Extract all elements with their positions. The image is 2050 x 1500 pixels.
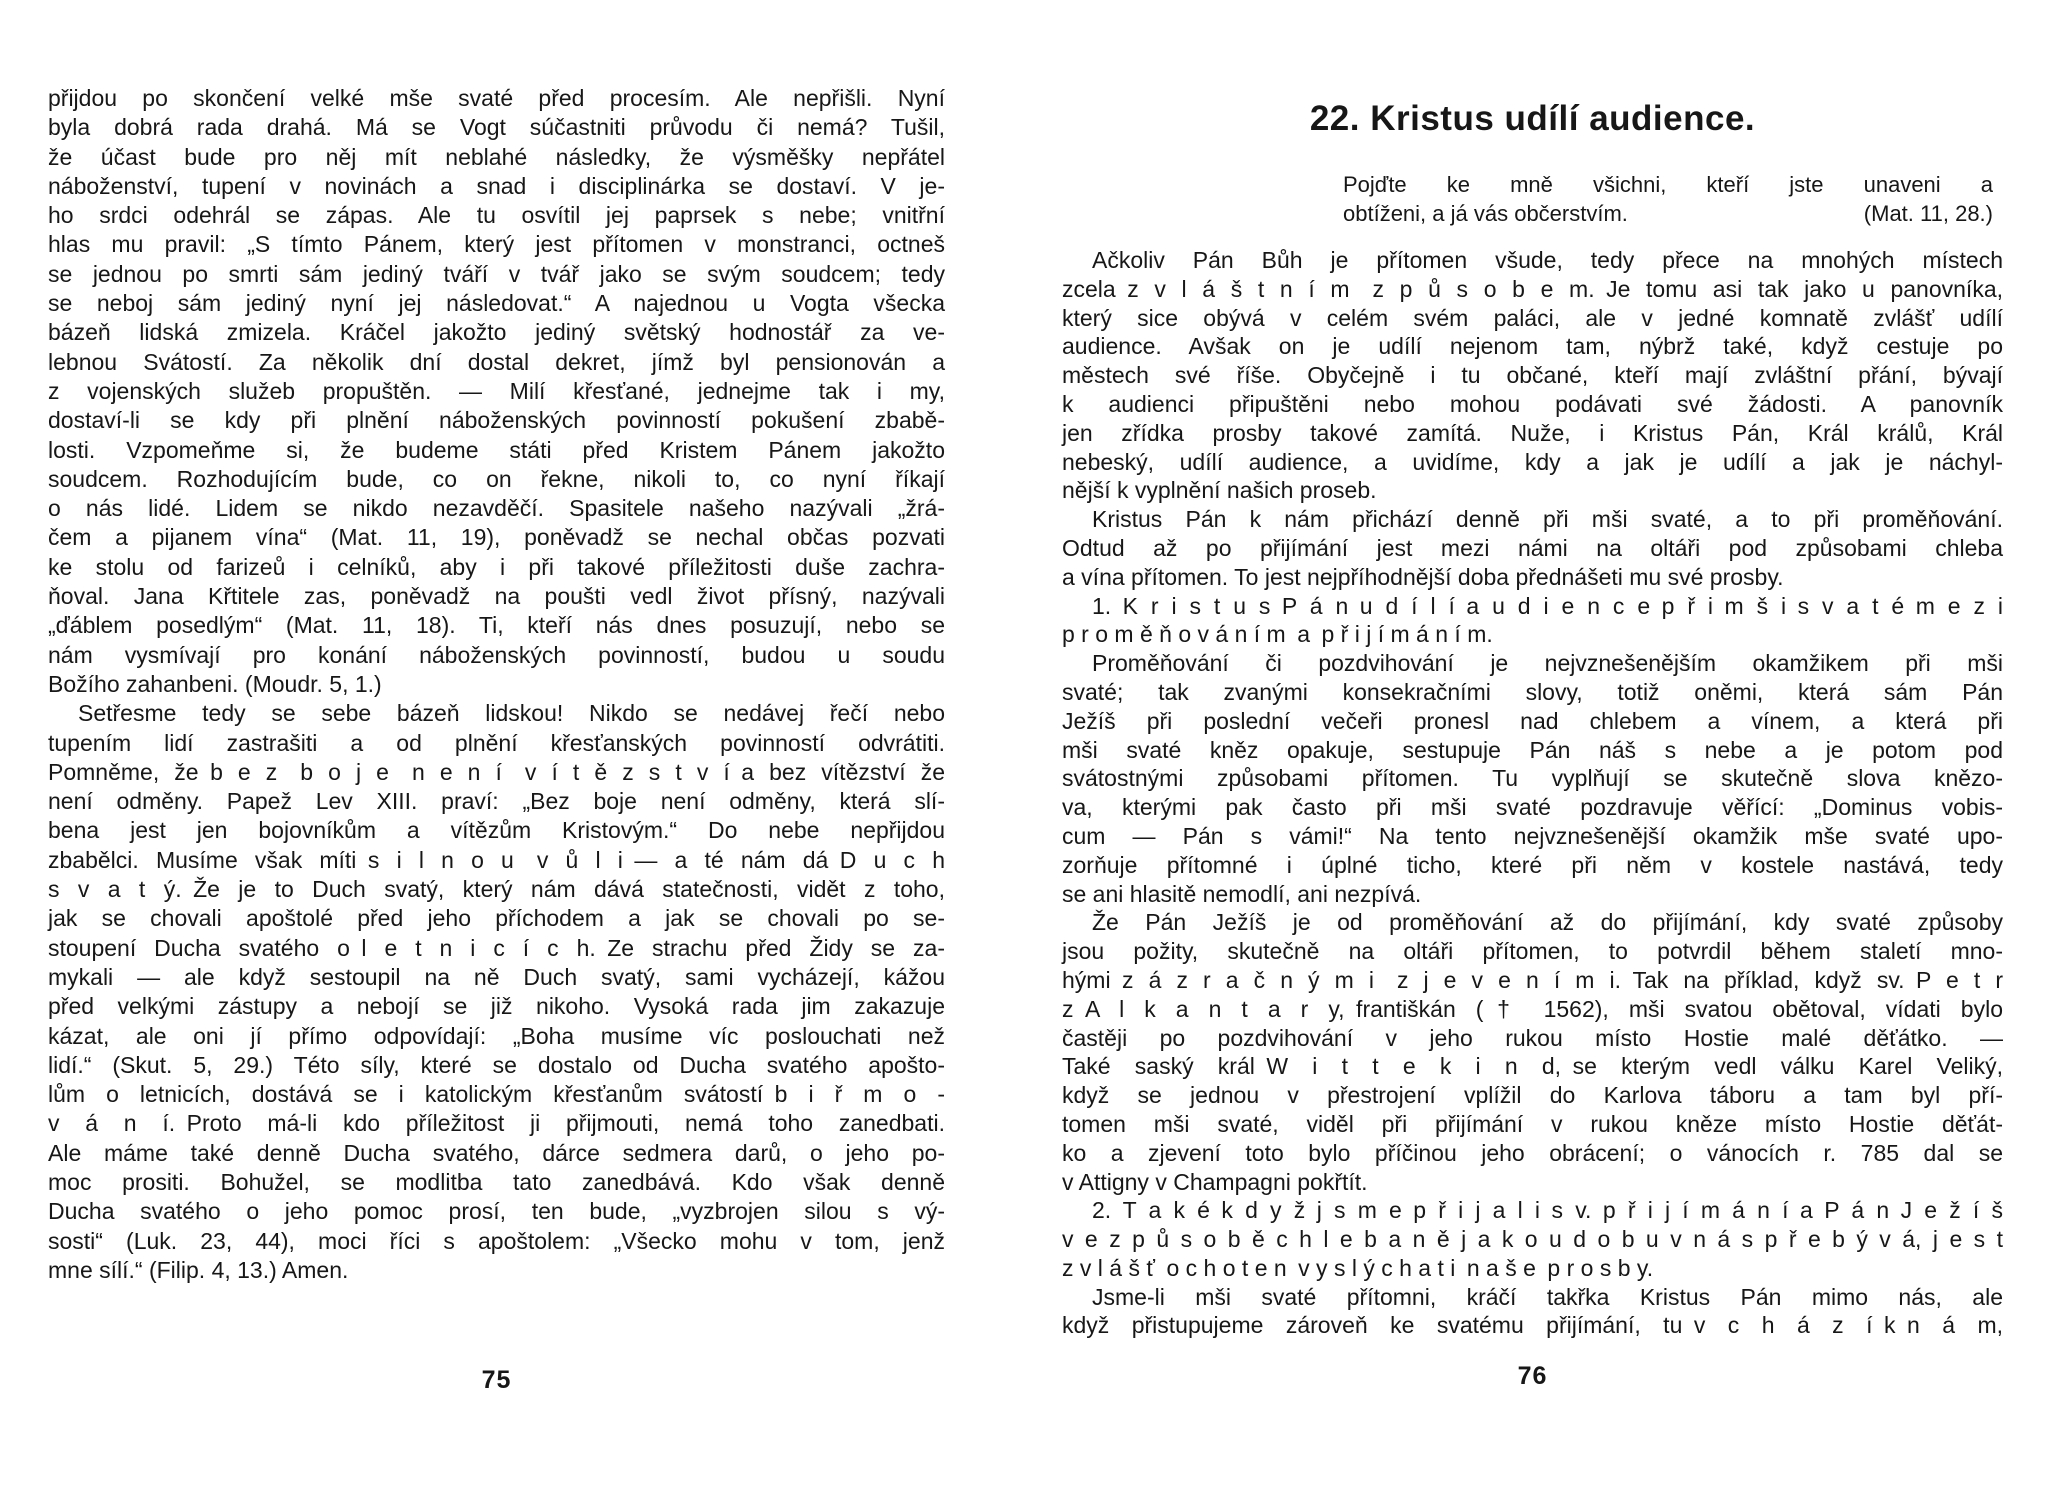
text-line: Ducha svatého o jeho pomoc prosí, ten bude, „vyzbrojen silou s vý-	[48, 1198, 945, 1225]
text-line: p r o m ě ň o v á n í m a p ř i j í m á n í m.	[1062, 621, 1493, 648]
text-line: se ani hlasitě nemodlí, ani nezpívá.	[1062, 880, 1422, 907]
text-line: dostaví-li se kdy při plnění náboženských povinností pokušení zbabě-	[48, 407, 945, 434]
text-line: Ježíš při poslední večeři pronesl nad chlebem a vínem, a která při	[1062, 707, 2003, 734]
text-line: který sice obývá v celém svém paláci, ale v jedné komnatě zvlášť udílí	[1062, 304, 2003, 331]
text-line: Proměňování či pozdvihování je nejvznešenějším okamžikem při mši	[1092, 650, 2003, 677]
text-line: losti. Vzpomeňme si, že budeme státi před Kristem Pánem jakožto	[48, 436, 945, 463]
text-line: v á n í. Proto má-li kdo příležitost ji přijmouti, nemá toho zanedbati.	[48, 1110, 945, 1137]
page-76	[1062, 0, 2003, 1500]
text-line: Ačkoliv Pán Bůh je přítomen všude, tedy přece na mnohých místech	[1092, 247, 2003, 273]
epigraph-line-2	[1343, 199, 1993, 228]
text-line: z vojenských služeb propuštěn. — Milí křesťané, jednejme tak i my,	[48, 377, 945, 404]
text-line: z v l á š ť o c h o t e n v y s l ý c h a t i n a š e p r o s b y.	[1062, 1254, 1654, 1281]
text-line: jen zřídka prosby takové zamítá. Nuže, i Kristus Pán, Král králů, Král	[1062, 419, 2003, 446]
text-line: Odtud až po přijímání jest mezi námi na oltáři pod způsobami chleba	[1062, 534, 2003, 561]
text-line: a vína přítomen. To jest nejpříhodnější doba přednášeti mu své prosby.	[1062, 563, 1784, 590]
text-line: Jsme-li mši svaté přítomni, kráčí takřka Kristus Pán mimo nás, ale	[1092, 1283, 2003, 1310]
epigraph-text: obtíženi, a já vás občerstvím.	[1343, 201, 1628, 226]
text-line: v e z p ů s o b ě c h l e b a n ě j a k o u d o b u v n á s p ř e b ý v á, j e s t	[1062, 1226, 2003, 1253]
page-75-body-text	[48, 84, 945, 1285]
text-line: Ale máme také denně Ducha svatého, dárce sedmera darů, o jeho po-	[48, 1139, 945, 1166]
text-line: náboženství, tupení v novinách a snad i disciplinárka se dostaví. V je-	[48, 172, 945, 199]
text-line: ho srdci odehrál se zápas. Ale tu osvítil jej paprsek s nebe; vnitřní	[48, 202, 945, 229]
text-line: není odměny. Papež Lev XIII. praví: „Bez boje není odměny, která slí-	[48, 788, 945, 815]
text-line: 1. K r i s t u s P á n u d í l í a u d i e n c e p ř i m š i s v a t é m e z i	[1092, 592, 2003, 619]
text-line: sosti“ (Luk. 23, 44), moci říci s apoštolem: „Všecko mohu v tom, jenž	[48, 1227, 945, 1254]
text-line: Také saský král W i t t e k i n d, se kterým vedl válku Karel Veliký,	[1062, 1053, 2003, 1080]
text-line: kázat, ale oni jí přímo odpovídají: „Boha musíme víc poslouchati než	[48, 1022, 945, 1049]
text-line: že účast bude pro něj mít neblahé následky, že výsměšky nepřátel	[48, 143, 945, 170]
text-line: zcela z v l á š t n í m z p ů s o b e m. Je tomu asi tak jako u panovníka,	[1062, 275, 2003, 302]
text-line: ko a zjevení toto bylo příčinou jeho obrácení; o vánocích r. 785 dal se	[1062, 1139, 2003, 1166]
page-76-body-text	[1062, 246, 2003, 1340]
text-line: jsou požity, skutečně na oltáři přítomen, to potvrdil během staletí mno-	[1062, 938, 2003, 965]
scripture-reference: (Mat. 11, 28.)	[1863, 201, 1993, 226]
text-line: ke stolu od farizeů i celníků, aby i při takové příležitosti duše zachra-	[48, 553, 945, 580]
text-line: lidí.“ (Skut. 5, 29.) Této síly, které se dostalo od Ducha svatého apošto-	[48, 1051, 945, 1078]
text-line: nám vysmívají pro konání náboženských povinností, budou u soudu	[48, 641, 945, 668]
text-line: se neboj sám jediný nyní jej následovat.“ A najednou u Vogta všecka	[48, 290, 945, 317]
text-line: hlas mu pravil: „S tímto Pánem, který jest přítomen v monstranci, octneš	[48, 231, 945, 258]
text-line: se jednou po smrti sám jediný tváří v tvář jako se svým soudcem; tedy	[48, 260, 945, 287]
epigraph	[1343, 170, 1993, 228]
text-line: jak se chovali apoštolé před jeho příchodem a jak se chovali po se-	[48, 905, 945, 932]
text-line: s v a t ý. Že je to Duch svatý, který nám dává statečnosti, vidět z toho,	[48, 876, 945, 903]
text-line: soudcem. Rozhodujícím bude, co on řekne, nikoli to, co nyní říkají	[48, 465, 945, 492]
epigraph-line-1: Pojďte ke mně všichni, kteří jste unaveni a	[1343, 172, 1993, 197]
page-76-number: 76	[1517, 1362, 1548, 1390]
text-line: v Attigny v Champagni pokřtít.	[1062, 1168, 1368, 1195]
text-line: před velkými zástupy a nebojí se již nikoho. Vysoká rada jim zakazuje	[48, 993, 945, 1020]
text-line: mne sílí.“ (Filip. 4, 13.) Amen.	[48, 1256, 349, 1283]
text-line: „ďáblem posedlým“ (Mat. 11, 18). Ti, kteří nás dnes posuzují, nebo se	[48, 612, 945, 639]
page-75-number: 75	[481, 1366, 512, 1394]
text-line: Setřesme tedy se sebe bázeň lidskou! Nikdo se nedávej řečí nebo	[78, 700, 945, 727]
text-line: zbabělci. Musíme však míti s i l n o u v ů l i — a té nám dá D u c h	[48, 846, 945, 873]
text-line: bena jest jen bojovníkům a vítězům Kristovým.“ Do nebe nepřijdou	[48, 817, 945, 844]
text-line: ňoval. Jana Křtitele zas, poněvadž na poušti vedl život přísný, nazývali	[48, 583, 945, 610]
text-line: svátostnými způsobami přítomen. Tu vyplňují se skutečně slova knězo-	[1062, 765, 2003, 792]
text-line: nebeský, udílí audience, a uvidíme, kdy a jak je udílí a jak je náchyl-	[1062, 448, 2003, 475]
text-line: cum — Pán s vámi!“ Na tento nejvznešenější okamžik mše svaté upo-	[1062, 822, 2003, 849]
text-line: audience. Avšak on je udílí nejenom tam, nýbrž také, když cestuje po	[1062, 333, 2003, 360]
text-line: k audienci připuštěni nebo mohou podávati své žádosti. A panovník	[1062, 390, 2003, 417]
text-line: Kristus Pán k nám přichází denně při mši svaté, a to při proměňování.	[1092, 506, 2003, 533]
text-line: lebnou Svátostí. Za několik dní dostal dekret, jímž byl pensionován a	[48, 348, 945, 375]
text-line: 2. T a k é k d y ž j s m e p ř i j a l i s v. p ř i j í m á n í a P á n J e ž í š	[1092, 1197, 2003, 1224]
text-line: když se jednou v přestrojení vplížil do Karlova táboru a tam byl pří-	[1062, 1082, 2003, 1109]
text-line: Pomněme, že b e z b o j e n e n í v í t ě z s t v í a bez vítězství že	[48, 758, 945, 785]
text-line: hými z á z r a č n ý m i z j e v e n í m i. Tak na příklad, když sv. P e t r	[1062, 966, 2003, 993]
page-75	[48, 0, 945, 1500]
text-line: Božího zahanbeni. (Moudr. 5, 1.)	[48, 670, 382, 697]
text-line: lům o letnicích, dostává se i katolickým křesťanům svátostí b i ř m o -	[48, 1081, 945, 1108]
text-line: nější k vyplnění našich proseb.	[1062, 477, 1377, 504]
chapter-heading: 22. Kristus udílí audience.	[1309, 99, 1756, 138]
text-line: Že Pán Ježíš je od proměňování až do přijímání, kdy svaté způsoby	[1092, 909, 2003, 936]
text-line: mši svaté kněz opakuje, sestupuje Pán náš s nebe a je potom pod	[1062, 736, 2003, 763]
text-line: čem a pijanem vína“ (Mat. 11, 19), poněvadž se nechal občas pozvati	[48, 524, 945, 551]
text-line: městech své říše. Obyčejně i tu občané, kteří mají zvláštní přání, bývají	[1062, 362, 2003, 389]
text-line: mykali — ale když sestoupil na ně Duch svatý, sami vycházejí, kážou	[48, 963, 945, 990]
text-line: stoupení Ducha svatého o l e t n i c í c h. Ze strachu před Židy se za-	[48, 934, 945, 961]
text-line: bázeň lidská zmizela. Kráčel jakožto jediný světský hodnostář za ve-	[48, 319, 945, 346]
text-line: svaté; tak zvanými konsekračními slovy, totiž oněmi, která sám Pán	[1062, 678, 2003, 705]
text-line: byla dobrá rada drahá. Má se Vogt súčastniti průvodu či nemá? Tušil,	[48, 114, 945, 141]
text-line: va, kterými pak často při mši svaté pozdravuje věřící: „Dominus vobis-	[1062, 794, 2003, 821]
text-line: když přistupujeme zároveň ke svatému přijímání, tu v c h á z í k n á m,	[1062, 1312, 2003, 1339]
text-line: o nás lidé. Lidem se nikdo nezavděčí. Spasitele našeho nazývali „žrá-	[48, 495, 945, 522]
text-line: přijdou po skončení velké mše svaté před procesím. Ale nepřišli. Nyní	[48, 85, 945, 111]
text-line: tupením lidí zastrašiti a od plnění křesťanských povinností odvrátiti.	[48, 729, 945, 756]
text-line: tomen mši svaté, viděl při přijímání v rukou kněze místo Hostie děťát-	[1062, 1110, 2003, 1137]
text-line: moc prositi. Bohužel, se modlitba tato zanedbává. Kdo však denně	[48, 1168, 945, 1195]
text-line: častěji po pozdvihování v jeho rukou místo Hostie malé děťátko. —	[1062, 1024, 2003, 1051]
text-line: zorňuje přítomné i úplné ticho, které při něm v kostele nastává, tedy	[1062, 851, 2003, 878]
text-line: z A l k a n t a r y, františkán († 1562), mši svatou obětoval, vídati bylo	[1062, 995, 2003, 1022]
